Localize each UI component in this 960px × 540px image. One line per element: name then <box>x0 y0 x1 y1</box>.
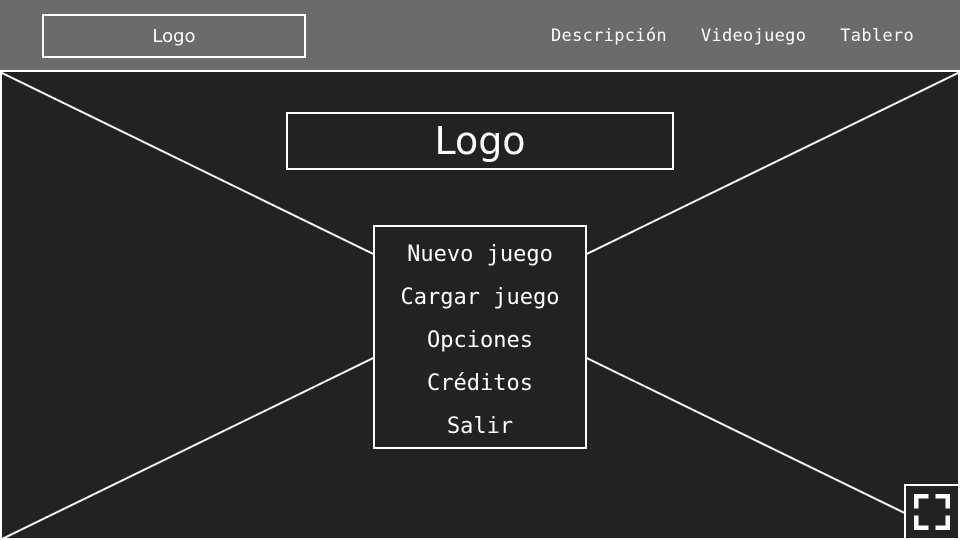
menu-item-exit[interactable]: Salir <box>446 414 514 439</box>
menu-item-new-game[interactable]: Nuevo juego <box>407 242 553 267</box>
top-nav <box>551 0 914 72</box>
nav-link-descripcion[interactable]: Descripción <box>551 26 667 46</box>
nav-link-videojuego[interactable]: Videojuego <box>700 26 807 46</box>
main-logo: Logo <box>286 112 674 170</box>
header-logo[interactable]: Logo <box>42 14 306 58</box>
header-bar <box>0 0 960 72</box>
fullscreen-icon <box>914 494 950 530</box>
menu-item-load-game[interactable]: Cargar juego <box>400 285 560 310</box>
game-stage-placeholder <box>0 72 960 540</box>
fullscreen-button[interactable] <box>904 484 960 540</box>
menu-item-options[interactable]: Opciones <box>427 328 533 353</box>
main-menu <box>373 225 587 449</box>
menu-item-credits[interactable]: Créditos <box>427 371 533 396</box>
nav-link-tablero[interactable]: Tablero <box>840 26 914 46</box>
